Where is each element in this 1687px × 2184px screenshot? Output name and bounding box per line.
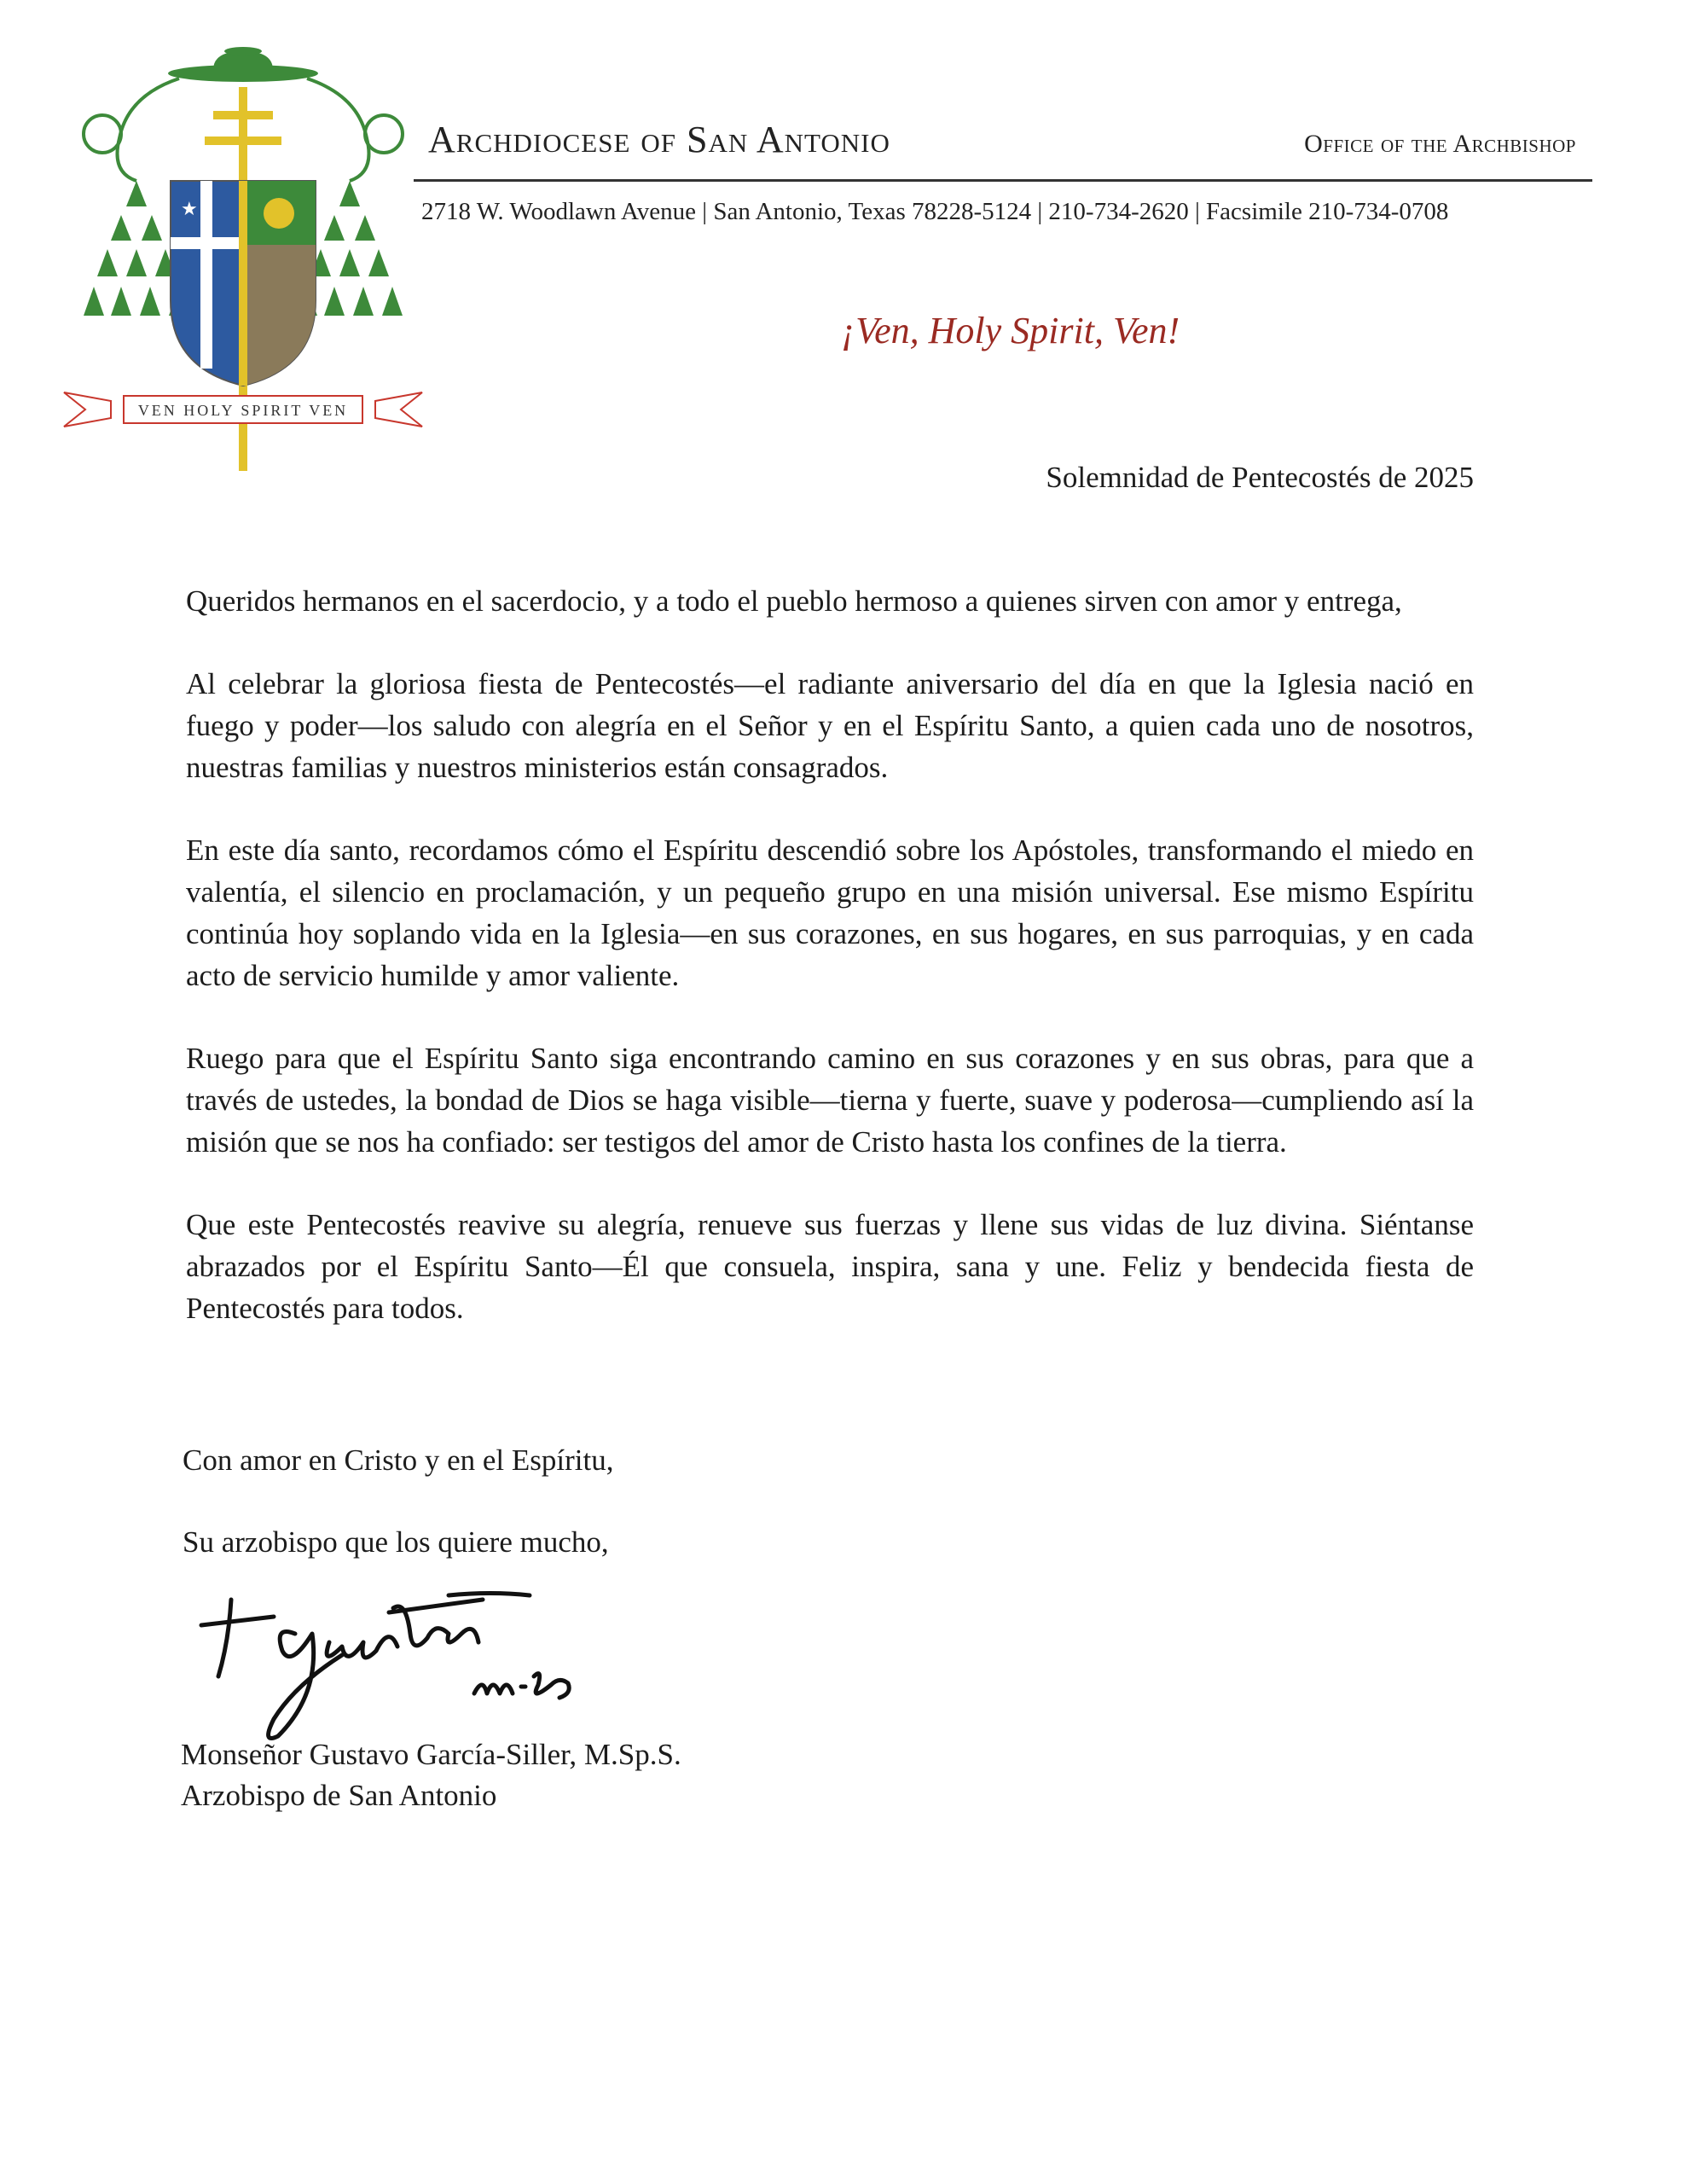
signature-icon [193,1574,636,1745]
signatory-name: Monseñor Gustavo García-Siller, M.Sp.S. [181,1738,681,1771]
letter-paragraph: Queridos hermanos en el sacerdocio, y a todo el pueblo hermoso a quienes sirven con amor y entrega, [186,584,1402,618]
letter-paragraph: Ruego para que el Espíritu Santo siga encontrando camino en sus corazones y en sus obras, para que a través de ustedes, la bondad de Dios se haga visible—tierna y fuerte, suave y poderosa—cumpliendo así la misión que se nos ha confiado: ser testigos del amor de Cristo hasta los confines de la tierra. [186,1042,1474,1159]
address-line: 2718 W. Woodlawn Avenue | San Antonio, Texas 78228-5124 | 210-734-2620 | Facsimile 210-734-0708 [421,198,1449,225]
header-divider [414,179,1592,182]
signatory-title: Arzobispo de San Antonio [181,1779,497,1812]
closing-line: Con amor en Cristo y en el Espíritu, [183,1443,614,1477]
letter-paragraph: Al celebrar la gloriosa fiesta de Pentecostés—el radiante aniversario del día en que la Iglesia nació en fuego y poder—los saludo con alegría en el Señor y en el Espíritu Santo, a quien cada uno de nosotros, nuestras familias y nuestros ministerios están consagrados. [186,667,1474,784]
letter-body [186,580,1474,1370]
org-name: Archdiocese of San Antonio [428,119,890,160]
crest-motto: VEN HOLY SPIRIT VEN [137,402,349,419]
letter-paragraph: Que este Pentecostés reavive su alegría, renueve sus fuerzas y llene sus vidas de luz divina. Siéntanse abrazados por el Espíritu Santo—Él que consuela, inspira, sana y une. Feliz y bendecida fiesta de Pentecostés para todos. [186,1208,1474,1325]
signatory-block [181,1734,681,1816]
motto: ¡Ven, Holy Spirit, Ven! [841,310,1180,351]
svg-text:★: ★ [181,198,198,219]
archbishop-coat-of-arms-icon [60,44,426,471]
office-name: Office of the Archbishop [1304,130,1576,158]
letter-paragraph: En este día santo, recordamos cómo el Espíritu descendió sobre los Apóstoles, transformando el miedo en valentía, el silencio en proclamación, y un pequeño grupo en una misión universal. Ese mismo Espíritu continúa hoy soplando vida en la Iglesia—en sus corazones, en sus hogares, en sus parroquias, y en cada acto de servicio humilde y amor valiente. [186,834,1474,992]
letter-date: Solemnidad de Pentecostés de 2025 [1046,461,1474,494]
closing-line: Su arzobispo que los quiere mucho, [183,1525,609,1559]
